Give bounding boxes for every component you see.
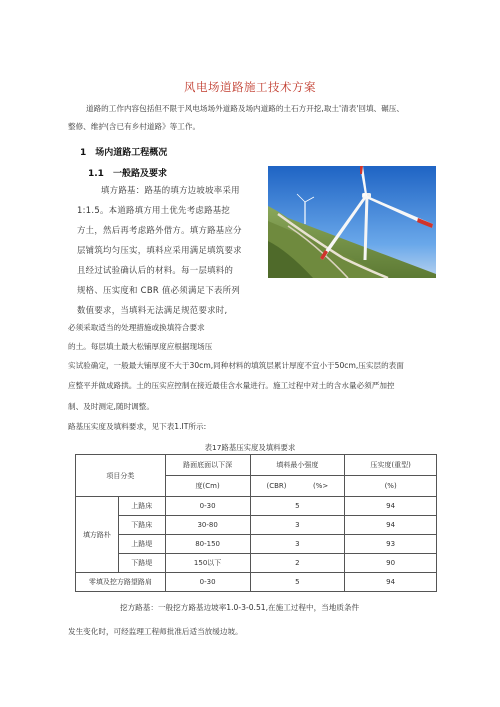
body-line-2: 1:1.5。本道路填方用土优先考虑路基挖 xyxy=(77,205,231,215)
table-header-row-1 xyxy=(76,455,437,476)
table-caption: 表17路基压实度及填料要求 xyxy=(204,443,296,452)
para2-line-1: 必须采取适当的处理措施或换填符合要求 xyxy=(68,323,205,332)
intro-line-2: 整修、维护(含已有乡村道路》等工作。 xyxy=(68,122,201,131)
body-line-1: 填方路基：路基的填方边坡坡率采用 xyxy=(101,185,240,195)
row-cbr: 3 xyxy=(250,516,345,535)
para3-line-2: 应整平并做成路拱。土的压实应控制在接近最佳含水量进行。施工过程中对土的含水量必须严加控 xyxy=(68,381,395,390)
table-row xyxy=(76,497,437,516)
para4: 路基压实度及填料要求，见下表1.IT所示: xyxy=(68,422,207,431)
header-comp-2: (%) xyxy=(345,476,437,497)
row-cbr: 2 xyxy=(250,554,345,573)
row-cbr: 3 xyxy=(250,535,345,554)
section-heading-1: 1 场内道路工程概况 xyxy=(80,148,168,158)
body-line-5: 且经过试验确认后的材料。每一层填料的 xyxy=(77,265,234,275)
photo-illustration xyxy=(268,166,436,278)
table-row xyxy=(76,573,437,592)
wind-turbine-photo xyxy=(268,166,436,278)
row-name: 下路床 xyxy=(118,516,165,535)
body-line-4: 层铺筑均匀压实，填料应采用满足填筑要求 xyxy=(77,245,242,255)
para3-line-3: 制、及时测定,随时调整。 xyxy=(68,402,154,411)
body-line-7: 数值要求，当填料无法满足规范要求时, xyxy=(77,305,228,315)
body-line-6: 规格、压实度和 CBR 值必须满足下表所列 xyxy=(77,285,241,295)
row-depth: 80-150 xyxy=(165,535,250,554)
header-cbr-1: 填料最小强度 xyxy=(250,455,345,476)
row-depth: 150以下 xyxy=(165,554,250,573)
header-comp-1: 压实度(重型) xyxy=(345,455,437,476)
section-heading-1-1: 1.1 一般路及要求 xyxy=(88,169,167,179)
row-name: 下路堤 xyxy=(118,554,165,573)
header-item: 项目分类 xyxy=(76,455,166,497)
para2-line-2: 的土。每层填土最大松铺厚度应根据现场压 xyxy=(68,342,213,351)
header-cbr-2a: (CBR) xyxy=(266,482,287,490)
intro-line-1: 道路的工作内容包括但不限于风电场场外道路及场内道路的土石方开挖,取土'清表'回填、碾压、 xyxy=(86,104,404,113)
row-name: 上路床 xyxy=(118,497,165,516)
row-cbr: 5 xyxy=(250,497,345,516)
after-line-2: 发生变化时，可经监理工程师批准后适当放缓边坡。 xyxy=(68,627,243,636)
row-comp: 90 xyxy=(345,554,437,573)
row-comp: 94 xyxy=(345,573,437,592)
row-comp: 93 xyxy=(345,535,437,554)
row-cbr: 5 xyxy=(250,573,345,592)
row-depth: 30-80 xyxy=(165,516,250,535)
table-row xyxy=(76,535,437,554)
row-depth: 0-30 xyxy=(165,573,250,592)
header-depth-1: 路面底面以下深 xyxy=(165,455,250,476)
row-depth: 0-30 xyxy=(165,497,250,516)
compaction-table xyxy=(75,454,437,592)
para3-line-1: 实试验确定，一般最大铺厚度不大于30cm,同种材料的填筑层累计厚度不宜小于50cm,压实层的表面 xyxy=(68,361,404,370)
document-title: 风电场道路施工技术方案 xyxy=(184,80,316,94)
header-cbr-2b: (%> xyxy=(312,482,329,490)
row-comp: 94 xyxy=(345,497,437,516)
header-depth-2: 度(Cm) xyxy=(165,476,250,497)
after-line-1: 挖方路基：一般挖方路基边坡率1.0-3-0.51,在施工过程中，当地质条件 xyxy=(120,603,360,612)
table-row xyxy=(76,516,437,535)
body-line-3: 方土，然后再考虑路外借方。填方路基应分 xyxy=(77,225,242,235)
row-comp: 94 xyxy=(345,516,437,535)
group-label: 填方路朴 xyxy=(76,497,119,573)
row-name: 上路堤 xyxy=(118,535,165,554)
header-cbr-2 xyxy=(250,476,345,497)
table-row xyxy=(76,554,437,573)
row-name: 零填及挖方路望路肩 xyxy=(76,573,166,592)
